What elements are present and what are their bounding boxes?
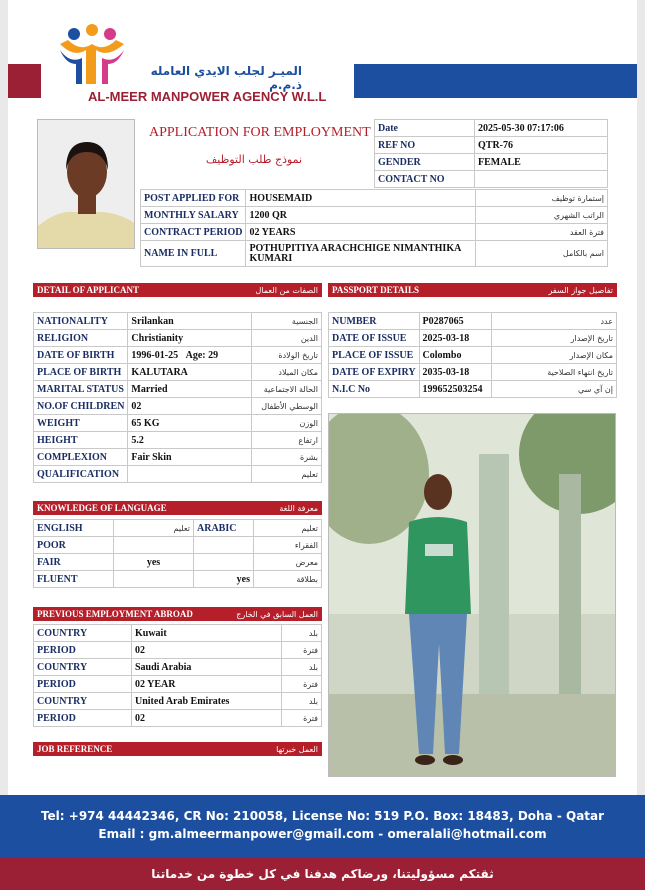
employment-label-arabic: بلد xyxy=(282,625,322,642)
applicant-full-photo xyxy=(328,413,616,777)
passport-label: N.I.C No xyxy=(329,381,420,398)
post-value: 02 YEARS xyxy=(246,224,476,241)
post-value: POTHUPITIYA ARACHCHIGE NIMANTHIKA KUMARI xyxy=(246,241,476,267)
language-row xyxy=(34,537,322,554)
info-label: Date xyxy=(375,120,475,137)
employment-row xyxy=(34,659,322,676)
applicant-label: QUALIFICATION xyxy=(34,466,128,483)
form-title-english: APPLICATION FOR EMPLOYMENT xyxy=(149,125,371,140)
employment-label: PERIOD xyxy=(34,676,132,693)
applicant-value: Married xyxy=(128,381,252,398)
post-row xyxy=(141,207,608,224)
employment-label: PERIOD xyxy=(34,710,132,727)
slogan-footer xyxy=(0,858,645,890)
employment-value: Kuwait xyxy=(132,625,282,642)
passport-row xyxy=(329,347,617,364)
post-label: MONTHLY SALARY xyxy=(141,207,246,224)
applicant-value xyxy=(128,466,252,483)
employment-label-arabic: فترة xyxy=(282,676,322,693)
applicant-section-header xyxy=(33,283,322,297)
applicant-row xyxy=(34,415,322,432)
passport-label-arabic: مكان الإصدار xyxy=(491,347,616,364)
applicant-label: WEIGHT xyxy=(34,415,128,432)
passport-value: 2025-03-18 xyxy=(419,330,491,347)
info-value: 2025-05-30 07:17:06 xyxy=(475,120,608,137)
language-header-arabic: معرفة اللغة xyxy=(279,503,318,513)
applicant-label-arabic: بشرة xyxy=(252,449,322,466)
employment-value: 02 xyxy=(132,642,282,659)
passport-label-arabic: إن آي سي xyxy=(491,381,616,398)
applicant-row xyxy=(34,364,322,381)
applicant-label-arabic: الحالة الاجتماعية xyxy=(252,381,322,398)
passport-label: PLACE OF ISSUE xyxy=(329,347,420,364)
applicant-label: MARITAL STATUS xyxy=(34,381,128,398)
employment-row xyxy=(34,642,322,659)
info-value: FEMALE xyxy=(475,154,608,171)
applicant-row xyxy=(34,330,322,347)
job-reference-header-arabic: العمل خبرتها xyxy=(276,744,318,754)
age-value: Age: 29 xyxy=(185,349,219,361)
english-level-value xyxy=(114,571,194,588)
employment-label: PERIOD xyxy=(34,642,132,659)
passport-row xyxy=(329,364,617,381)
applicant-value: Christianity xyxy=(128,330,252,347)
language-section-header xyxy=(33,501,322,515)
arabic-level-value xyxy=(194,537,254,554)
info-label: CONTACT NO xyxy=(375,171,475,188)
job-reference-header-label: JOB REFERENCE xyxy=(37,744,113,754)
applicant-label-arabic: تاريخ الولادة xyxy=(252,347,322,364)
header-left-bar xyxy=(8,64,41,98)
info-table xyxy=(374,119,608,188)
dob-value: 1996-01-25 xyxy=(131,349,179,361)
agency-name-english: AL-MEER MANPOWER AGENCY W.L.L xyxy=(88,89,327,104)
english-level-value: yes xyxy=(114,554,194,571)
arabic-label: ARABIC xyxy=(194,520,254,537)
employment-value: 02 xyxy=(132,710,282,727)
applicant-label: PLACE OF BIRTH xyxy=(34,364,128,381)
passport-value: 2035-03-18 xyxy=(419,364,491,381)
arabic-label-arabic: تعليم xyxy=(254,520,322,537)
agency-name-arabic: الميـر لجلب الايدي العامله ذ.م.م xyxy=(150,64,302,92)
post-value: HOUSEMAID xyxy=(246,190,476,207)
info-row xyxy=(375,154,608,171)
applicant-header-label: DETAIL OF APPLICANT xyxy=(37,285,140,295)
applicant-header-arabic: الصفات من العمال xyxy=(255,285,318,295)
passport-header-arabic: تفاصيل جواز السفر xyxy=(548,285,613,295)
applicant-row xyxy=(34,449,322,466)
employment-row xyxy=(34,710,322,727)
employment-value: 02 YEAR xyxy=(132,676,282,693)
applicant-value: 02 xyxy=(128,398,252,415)
info-label: REF NO xyxy=(375,137,475,154)
applicant-row xyxy=(34,466,322,483)
language-level-arabic: معرض xyxy=(254,554,322,571)
form-title-arabic: نموذج طلب التوظيف xyxy=(205,153,303,166)
applicant-value: KALUTARA xyxy=(128,364,252,381)
passport-label: DATE OF EXPIRY xyxy=(329,364,420,381)
applicant-label: NO.OF CHILDREN xyxy=(34,398,128,415)
english-label-arabic: تعليم xyxy=(114,520,194,537)
applicant-label-arabic: ارتفاع xyxy=(252,432,322,449)
passport-label-arabic: تاريخ الإصدار xyxy=(491,330,616,347)
english-level-value xyxy=(114,537,194,554)
language-level: FAIR xyxy=(34,554,114,571)
passport-table xyxy=(328,312,617,398)
footer-email-line: Email : gm.almeermanpower@gmail.com - omeralali@hotmail.com xyxy=(98,827,547,841)
applicant-value: Fair Skin xyxy=(128,449,252,466)
employment-row xyxy=(34,693,322,710)
passport-value: Colombo xyxy=(419,347,491,364)
footer-slogan-arabic: ثقتكم مسؤوليتنا، ورضاكم هدفنا في كل خطوة من خدماتنا xyxy=(151,867,494,881)
post-label: CONTRACT PERIOD xyxy=(141,224,246,241)
passport-label-arabic: عدد xyxy=(491,313,616,330)
footer-contact-line: Tel: +974 44442346, CR No: 210058, License No: 519 P.O. Box: 18483, Doha - Qatar xyxy=(40,809,605,823)
passport-label: NUMBER xyxy=(329,313,420,330)
post-label-arabic: الراتب الشهري xyxy=(476,207,608,224)
passport-label: DATE OF ISSUE xyxy=(329,330,420,347)
info-value: QTR-76 xyxy=(475,137,608,154)
language-level: FLUENT xyxy=(34,571,114,588)
applicant-value: Srilankan xyxy=(128,313,252,330)
applicant-label-arabic: الدين xyxy=(252,330,322,347)
english-label: ENGLISH xyxy=(34,520,114,537)
language-header-label: KNOWLEDGE OF LANGUAGE xyxy=(37,503,167,513)
post-label-arabic: اسم بالكامل xyxy=(476,241,608,267)
post-label-arabic: إستمارة توظيف xyxy=(476,190,608,207)
applicant-label: COMPLEXION xyxy=(34,449,128,466)
applicant-row xyxy=(34,432,322,449)
employment-table xyxy=(33,624,322,727)
language-level-arabic: الفقراء xyxy=(254,537,322,554)
employment-label-arabic: بلد xyxy=(282,659,322,676)
passport-label-arabic: تاريخ انتهاء الصلاحية xyxy=(491,364,616,381)
application-page xyxy=(8,0,637,890)
post-label-arabic: فترة العقد xyxy=(476,224,608,241)
employment-label: COUNTRY xyxy=(34,659,132,676)
post-row xyxy=(141,224,608,241)
passport-section-header xyxy=(328,283,617,297)
employment-label-arabic: فترة xyxy=(282,642,322,659)
employment-value: Saudi Arabia xyxy=(132,659,282,676)
passport-row xyxy=(329,381,617,398)
post-value: 1200 QR xyxy=(246,207,476,224)
info-row xyxy=(375,137,608,154)
applicant-portrait-photo xyxy=(37,119,135,249)
job-reference-section-header xyxy=(33,742,322,756)
info-label: GENDER xyxy=(375,154,475,171)
applicant-label: DATE OF BIRTH xyxy=(34,347,128,364)
applicant-value xyxy=(128,347,252,364)
language-header-row xyxy=(34,520,322,537)
applicant-row xyxy=(34,347,322,364)
applicant-label-arabic: مكان الميلاد xyxy=(252,364,322,381)
applicant-value: 5.2 xyxy=(128,432,252,449)
employment-value: United Arab Emirates xyxy=(132,693,282,710)
applicant-label: RELIGION xyxy=(34,330,128,347)
post-table xyxy=(140,189,608,267)
applicant-row xyxy=(34,313,322,330)
passport-row xyxy=(329,313,617,330)
applicant-label-arabic: الجنسية xyxy=(252,313,322,330)
language-level-arabic: بطلاقة xyxy=(254,571,322,588)
employment-label: COUNTRY xyxy=(34,625,132,642)
passport-header-label: PASSPORT DETAILS xyxy=(332,285,419,295)
applicant-label-arabic: الوسطي الأطفال xyxy=(252,398,322,415)
language-row xyxy=(34,554,322,571)
employment-header-arabic: العمل السابق في الخارج xyxy=(236,609,318,619)
arabic-level-value xyxy=(194,554,254,571)
passport-value: P0287065 xyxy=(419,313,491,330)
info-row xyxy=(375,171,608,188)
applicant-table xyxy=(33,312,322,483)
employment-row xyxy=(34,625,322,642)
employment-row xyxy=(34,676,322,693)
info-value xyxy=(475,171,608,188)
language-level: POOR xyxy=(34,537,114,554)
applicant-label-arabic: تعليم xyxy=(252,466,322,483)
post-row xyxy=(141,241,608,267)
header-right-bar xyxy=(354,64,637,98)
contact-footer xyxy=(0,795,645,858)
post-row xyxy=(141,190,608,207)
applicant-row xyxy=(34,381,322,398)
applicant-label-arabic: الوزن xyxy=(252,415,322,432)
employment-section-header xyxy=(33,607,322,621)
employment-label-arabic: فترة xyxy=(282,710,322,727)
arabic-level-value: yes xyxy=(194,571,254,588)
passport-value: 199652503254 xyxy=(419,381,491,398)
info-row xyxy=(375,120,608,137)
language-table xyxy=(33,519,322,588)
employment-header-label: PREVIOUS EMPLOYMENT ABROAD xyxy=(37,609,193,619)
language-row xyxy=(34,571,322,588)
employment-label: COUNTRY xyxy=(34,693,132,710)
post-label: NAME IN FULL xyxy=(141,241,246,267)
applicant-row xyxy=(34,398,322,415)
applicant-value: 65 KG xyxy=(128,415,252,432)
employment-label-arabic: بلد xyxy=(282,693,322,710)
post-label: POST APPLIED FOR xyxy=(141,190,246,207)
applicant-label: HEIGHT xyxy=(34,432,128,449)
applicant-label: NATIONALITY xyxy=(34,313,128,330)
passport-row xyxy=(329,330,617,347)
